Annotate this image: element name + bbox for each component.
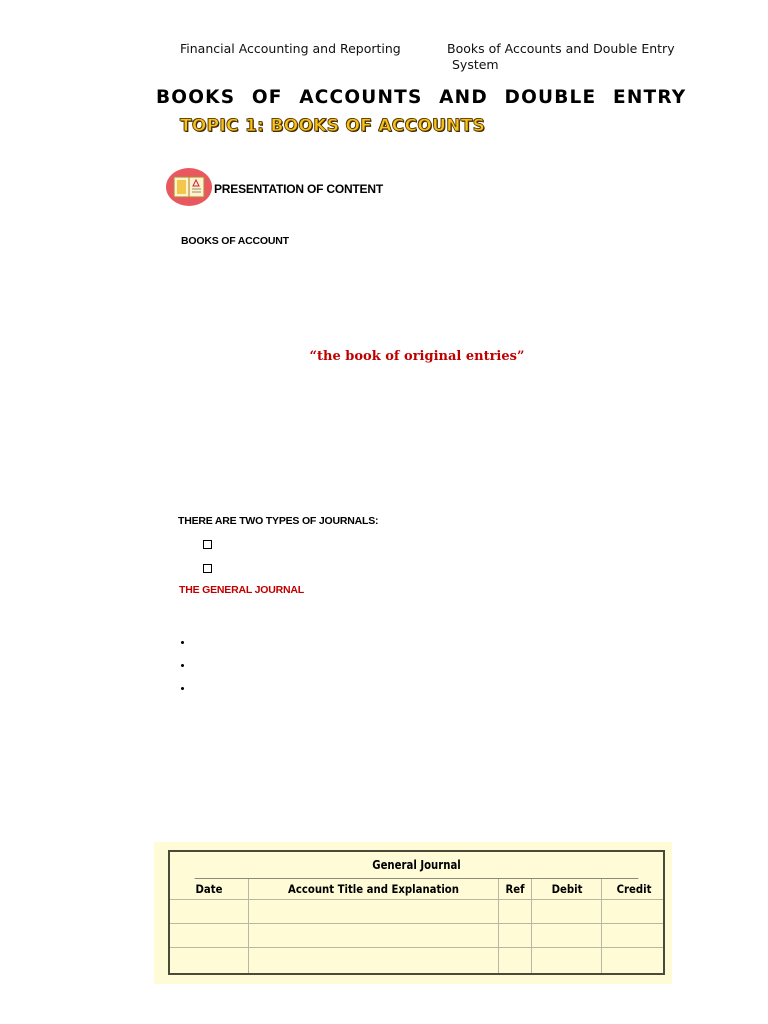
column-header-credit: Credit [616, 882, 652, 896]
books-of-account-heading: BOOKS OF ACCOUNT [181, 235, 289, 247]
presentation-of-content-heading: PRESENTATION OF CONTENT [214, 182, 383, 196]
column-header-debit: Debit [551, 882, 583, 896]
header-right-line2: System [452, 57, 499, 72]
journal-types-heading: THERE ARE TWO TYPES OF JOURNALS: [178, 515, 379, 527]
column-header-date: Date [195, 882, 223, 896]
topic-heading: TOPIC 1: BOOKS OF ACCOUNTS [180, 116, 486, 136]
column-header-ref: Ref [505, 882, 525, 896]
column-divider [601, 879, 602, 973]
original-entries-quote: “the book of original entries” [309, 349, 525, 364]
page-title: BOOKS OF ACCOUNTS AND DOUBLE ENTRY [156, 87, 687, 108]
row-divider [170, 899, 663, 900]
open-book-icon [166, 168, 212, 206]
header-left: Financial Accounting and Reporting [180, 41, 401, 56]
checkbox-bullet [203, 564, 212, 573]
checkbox-bullet [203, 540, 212, 549]
general-journal-table [168, 850, 665, 975]
column-header-account-title: Account Title and Explanation [288, 882, 459, 896]
general-journal-heading: THE GENERAL JOURNAL [179, 584, 304, 596]
bullet-point [181, 687, 184, 690]
row-divider [170, 947, 663, 948]
general-journal-figure [154, 842, 672, 984]
column-divider [248, 879, 249, 973]
bullet-point [181, 664, 184, 667]
column-divider [531, 879, 532, 973]
journal-title: General Journal [195, 852, 639, 879]
column-divider [498, 879, 499, 973]
bullet-point [181, 641, 184, 644]
row-divider [170, 923, 663, 924]
header-right-line1: Books of Accounts and Double Entry [447, 41, 675, 56]
